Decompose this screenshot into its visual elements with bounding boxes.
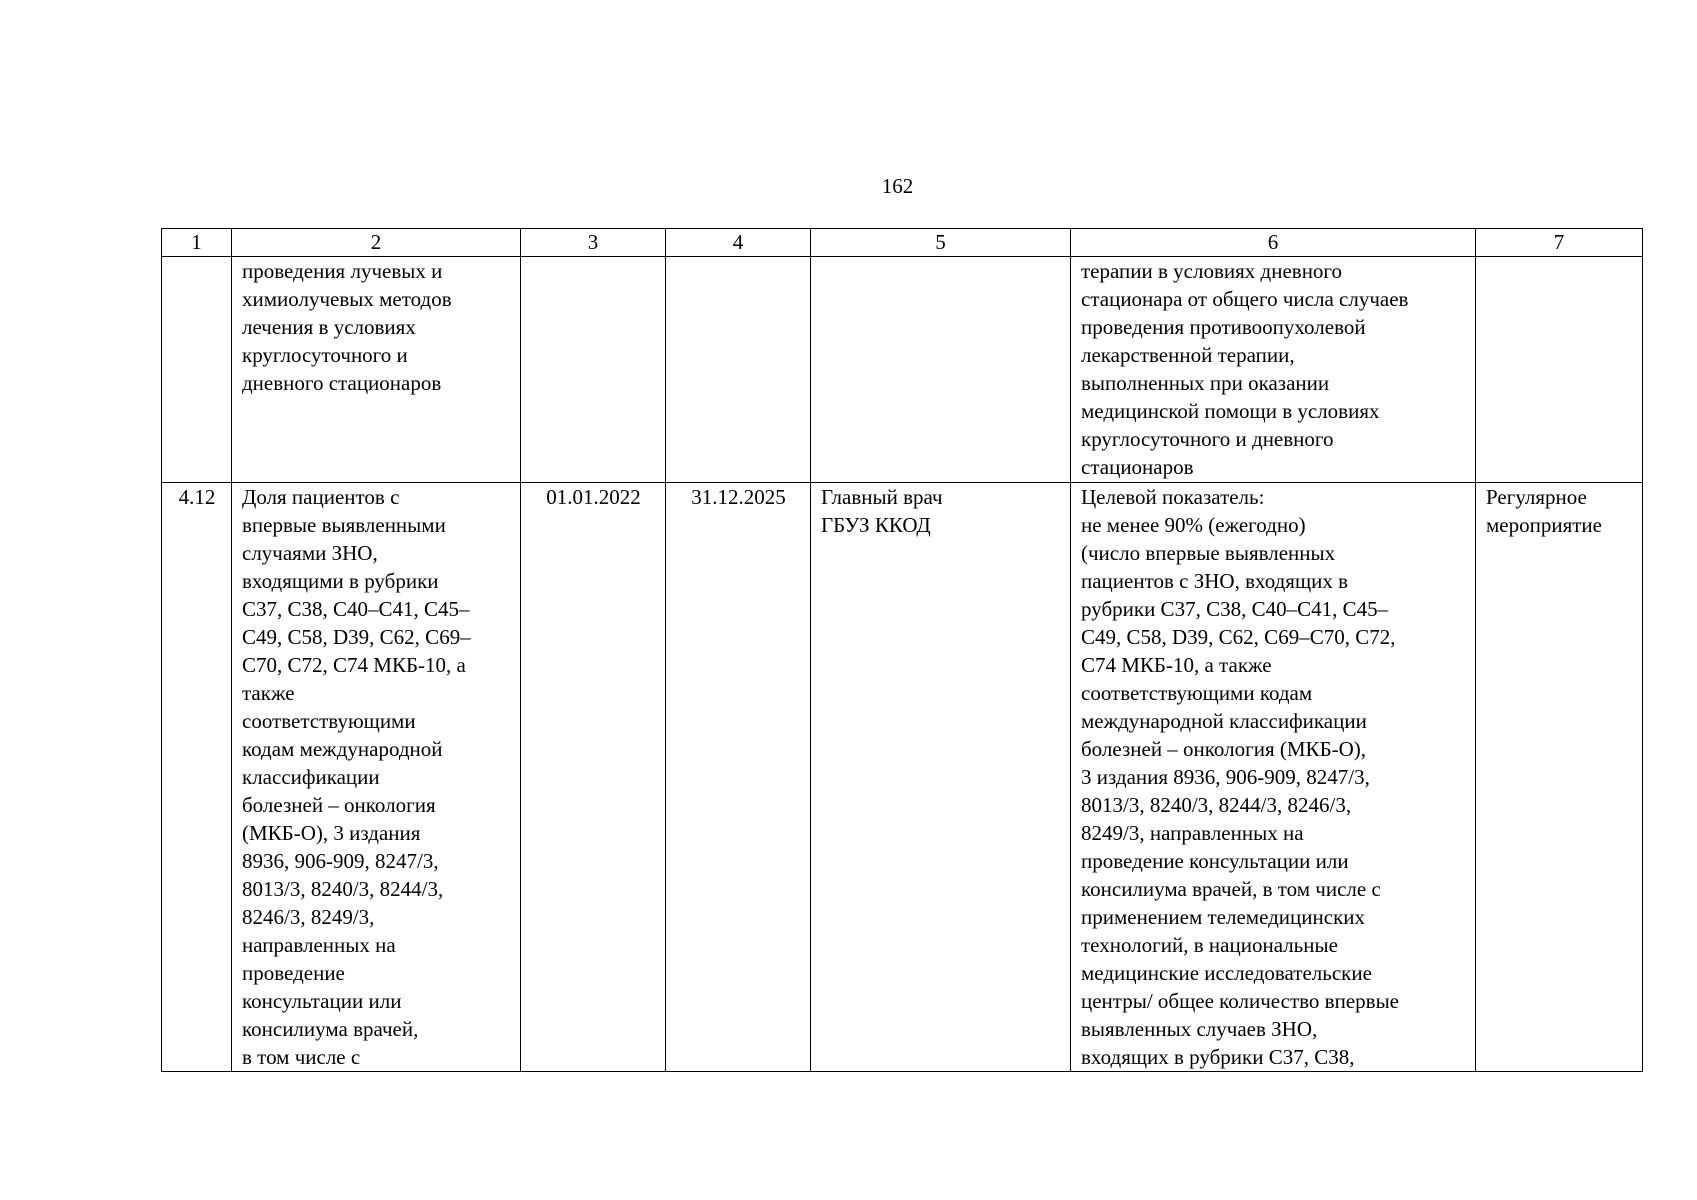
table-row: [162, 483, 1643, 1072]
cell-type: [1476, 483, 1643, 1072]
cell-measure-name: [232, 257, 521, 483]
header-cell-4: 4: [666, 229, 811, 257]
indicator-text: Целевой показатель: не менее 90% (ежегодно) (число впервые выявленных пациентов с ЗНО, входящих в рубрики С37, С38, С40–С41, С45– С49, С58, D39, С62, С69–С70, С72, С74 МКБ-10, а также соответствующими кодам международной классификации болезней – онкология (МКБ-О), 3 издания 8936, 906-909, 8247/3, 8013/3, 8240/3, 8244/3, 8246/3, 8249/3, направленных на проведение консультации или консилиума врачей, в том числе с применением телемедицинских технологий, в национальные медицинские исследовательские центры/ общее количество впервые выявленных случаев ЗНО, входящих в рубрики С37, С38,: [1081, 485, 1399, 1069]
header-cell-6: 6: [1071, 229, 1476, 257]
measures-table: [161, 228, 1643, 1072]
measure-name-text: проведения лучевых и химиолучевых методов лечения в условиях круглосуточного и дневного стационаров: [242, 259, 452, 395]
header-cell-7: 7: [1476, 229, 1643, 257]
header-cell-5: 5: [811, 229, 1071, 257]
cell-indicator: [1071, 257, 1476, 483]
cell-indicator: [1071, 483, 1476, 1072]
indicator-text: терапии в условиях дневного стационара от общего числа случаев проведения противоопухолевой лекарственной терапии, выполненных при оказании медицинской помощи в условиях круглосуточного и дневного стационаров: [1081, 259, 1409, 479]
cell-start-date: [521, 257, 666, 483]
cell-responsible: [811, 257, 1071, 483]
cell-end-date: [666, 257, 811, 483]
header-cell-1: 1: [162, 229, 232, 257]
header-cell-3: 3: [521, 229, 666, 257]
cell-number: [162, 257, 232, 483]
cell-type: [1476, 257, 1643, 483]
header-cell-2: 2: [232, 229, 521, 257]
start-date: 01.01.2022: [546, 485, 641, 509]
cell-number: [162, 483, 232, 1072]
end-date: 31.12.2025: [691, 485, 786, 509]
responsible-text: Главный врач ГБУЗ ККОД: [821, 485, 943, 537]
cell-responsible: [811, 483, 1071, 1072]
measure-name-text: Доля пациентов с впервые выявленными случаями ЗНО, входящими в рубрики С37, С38, С40–С41, С45– С49, С58, D39, С62, С69– С70, С72, С74 МКБ-10, а также соответствующими кодам международной классификации болезней – онкология (МКБ-О), 3 издания 8936, 906-909, 8247/3, 8013/3, 8240/3, 8244/3, 8246/3, 8249/3, направленных на проведение консультации или консилиума врачей, в том числе с: [242, 485, 471, 1069]
measure-type-text: Регулярное мероприятие: [1486, 485, 1602, 537]
cell-end-date: [666, 483, 811, 1072]
table-header-row: [162, 229, 1643, 257]
cell-measure-name: [232, 483, 521, 1072]
page-number: 162: [881, 174, 914, 198]
cell-start-date: [521, 483, 666, 1072]
table-row: [162, 257, 1643, 483]
row-number: 4.12: [178, 485, 216, 509]
